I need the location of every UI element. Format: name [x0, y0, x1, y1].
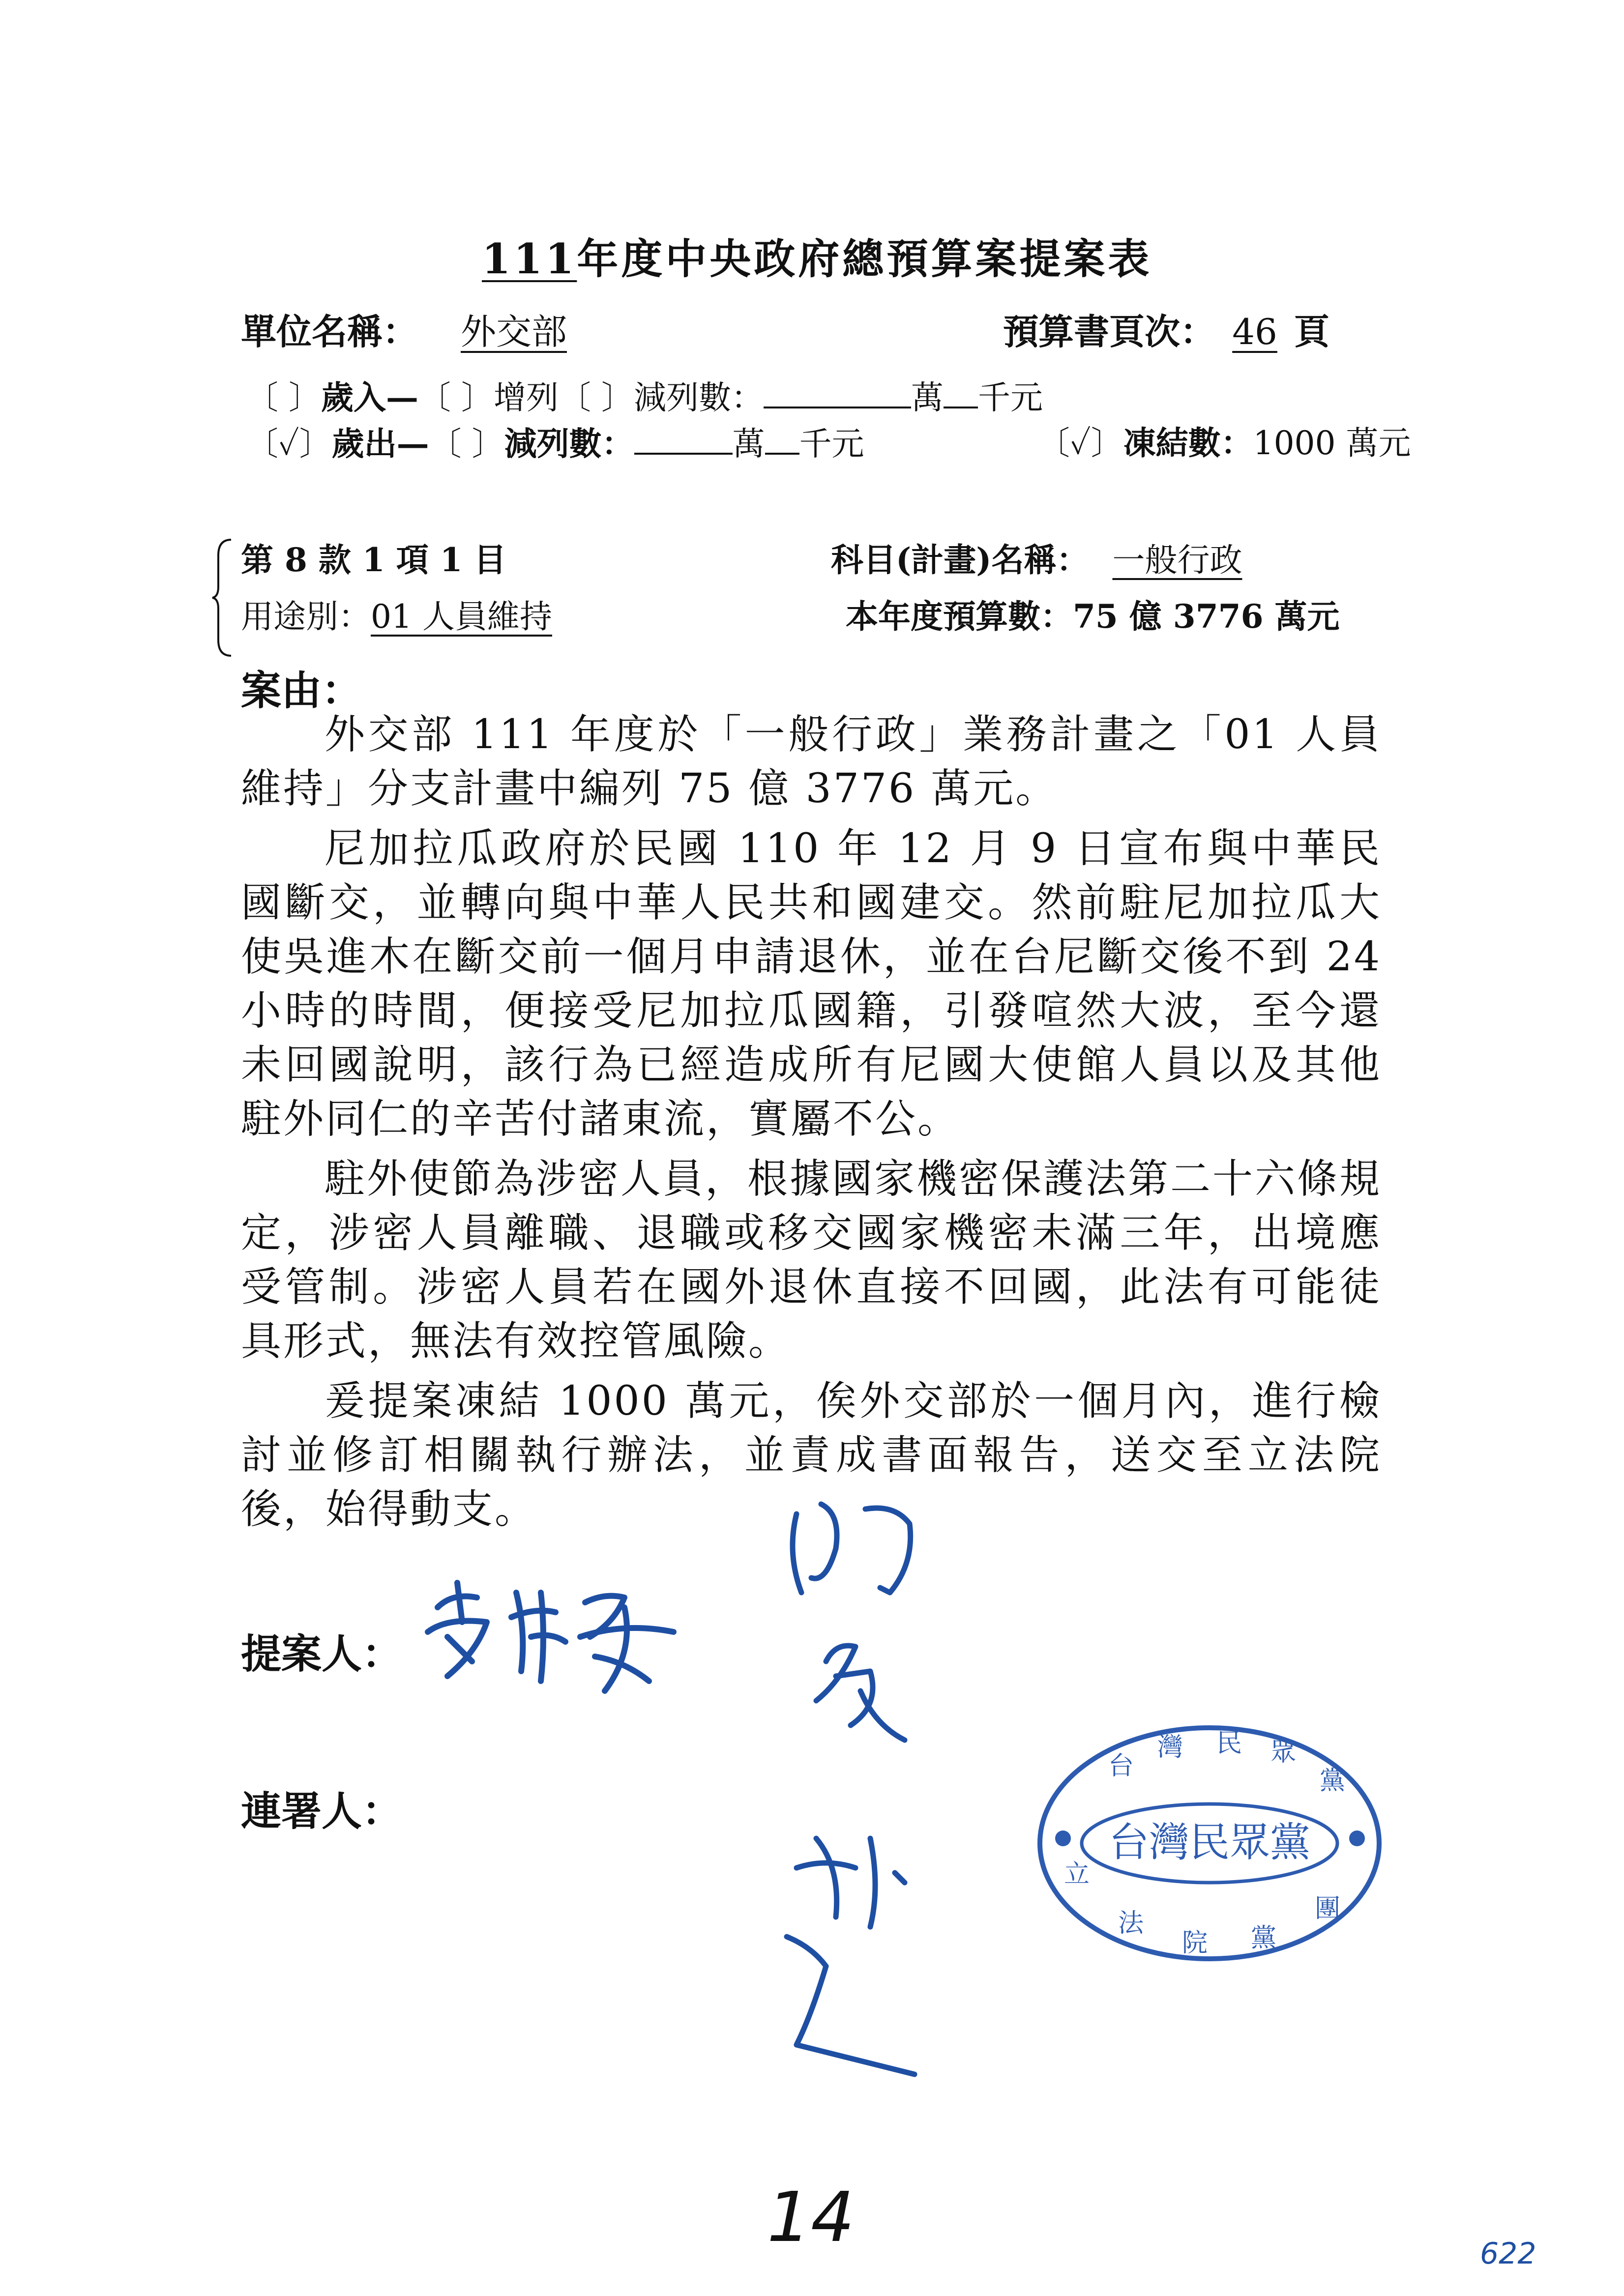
corner-note: 622	[1480, 2237, 1536, 2271]
budget-row	[846, 597, 1339, 636]
income-qian-yuan: 千元	[977, 378, 1043, 417]
stamp-ring-char-4: 眾	[1270, 1738, 1297, 1767]
page-ref-row	[1003, 311, 1329, 353]
page-number: 14	[767, 2178, 855, 2258]
party-stamp	[1033, 1720, 1387, 1966]
expense-wan: 萬	[732, 425, 765, 463]
income-add-label: 增列	[493, 378, 559, 417]
unit-label: 單位名稱：	[241, 311, 418, 352]
expense-reduce-checkbox: 〔 〕	[429, 425, 504, 463]
title-year: 111	[482, 234, 577, 283]
expense-qian-yuan: 千元	[799, 425, 864, 463]
freeze-value: 1000 萬元	[1253, 424, 1411, 462]
reason-paragraph-1: 外交部 111 年度於「一般行政」業務計畫之「01 人員維持」分支計畫中編列 75 億 3776 萬元。	[241, 711, 1382, 812]
budget-value: 75 億 3776 萬元	[1073, 597, 1340, 636]
expense-label: 歲出—	[331, 424, 429, 463]
section-brace	[211, 536, 241, 659]
stamp-ring-char-3: 民	[1216, 1729, 1242, 1758]
proposer-label: 提案人：	[241, 1630, 403, 1678]
expense-wan-blank	[634, 424, 733, 455]
cosigner-label: 連署人：	[241, 1788, 403, 1835]
subject-value: 一般行政	[1112, 541, 1242, 579]
reason-paragraph-3: 駐外使節為涉密人員，根據國家機密保護法第二十六條規定，涉密人員離職、退職或移交國家機密未滿三年，出境應受管制。涉密人員若在國外退休直接不回國，此法有可能徒具形式，無法有效控管風險。	[241, 1156, 1382, 1365]
page-ref-value: 46	[1232, 311, 1277, 352]
subject-row	[831, 541, 1266, 580]
stamp-ring-char-7: 法	[1118, 1909, 1144, 1938]
freeze-label: 凍結數：	[1123, 424, 1253, 462]
income-label: 歲入—	[321, 378, 418, 417]
reason-label: 案由：	[241, 667, 362, 714]
subject-label: 科目(計畫)名稱：	[831, 541, 1089, 579]
income-add-checkbox: 〔 〕	[418, 378, 494, 417]
income-reduce-label: 減列數：	[633, 378, 764, 417]
income-wan-blank	[764, 378, 911, 408]
cosigner-signature	[767, 1494, 964, 2084]
stamp-ring-char-9: 黨	[1250, 1923, 1277, 1953]
income-row	[246, 378, 1043, 417]
budget-label: 本年度預算數：	[846, 597, 1073, 636]
page-ref-suffix: 頁	[1294, 311, 1330, 352]
expense-reduce-label: 減列數：	[504, 424, 634, 463]
usage-row	[241, 597, 552, 636]
unit-row	[241, 311, 610, 353]
proposer-signature	[418, 1563, 693, 1711]
stamp-ring-char-8: 院	[1181, 1928, 1208, 1958]
page-ref-label: 預算書頁次：	[1003, 311, 1216, 352]
income-reduce-checkbox: 〔 〕	[558, 378, 634, 417]
expense-row	[246, 424, 864, 464]
usage-value: 01 人員維持	[371, 598, 552, 636]
expense-qian-blank	[765, 424, 799, 455]
section-item: 第 8 款 1 項 1 目	[241, 541, 506, 579]
usage-label: 用途別：	[241, 598, 371, 636]
income-checkbox: 〔 〕	[246, 378, 321, 417]
stamp-ring-char-1: 台	[1108, 1751, 1134, 1781]
stamp-ring-char-6: 立	[1063, 1860, 1090, 1889]
stamp-ring-char-10: 團	[1314, 1894, 1341, 1923]
unit-value: 外交部	[461, 311, 567, 352]
reason-body	[241, 708, 1382, 1537]
expense-checkbox: 〔✓〕	[246, 425, 332, 463]
freeze-checkbox: 〔✓〕	[1037, 424, 1123, 462]
income-wan: 萬	[911, 378, 944, 417]
stamp-ring-char-2: 灣	[1157, 1733, 1183, 1762]
stamp-center-text: 台灣民眾黨	[1108, 1819, 1311, 1866]
document-title	[482, 226, 1152, 286]
stamp-ring-char-5: 黨	[1319, 1766, 1346, 1796]
title-text: 年度中央政府總預算案提案表	[577, 234, 1152, 283]
reason-paragraph-4: 爰提案凍結 1000 萬元，俟外交部於一個月內，進行檢討並修訂相關執行辦法，並責成書面報告，送交至立法院後，始得動支。	[241, 1378, 1382, 1533]
freeze-row	[1037, 424, 1411, 463]
reason-paragraph-2: 尼加拉瓜政府於民國 110 年 12 月 9 日宣布與中華民國斷交，並轉向與中華人民共和國建交。然前駐尼加拉瓜大使吳進木在斷交前一個月申請退休，並在台尼斷交後不到 24 小時的時間，便接受尼加拉瓜國籍，引發喧然大波，至今還未回國說明，該行為已經造成所有尼國大使館人員以及其他駐外同仁的辛苦付諸東流，實屬不公。	[241, 825, 1382, 1142]
income-qian-blank	[944, 378, 978, 408]
